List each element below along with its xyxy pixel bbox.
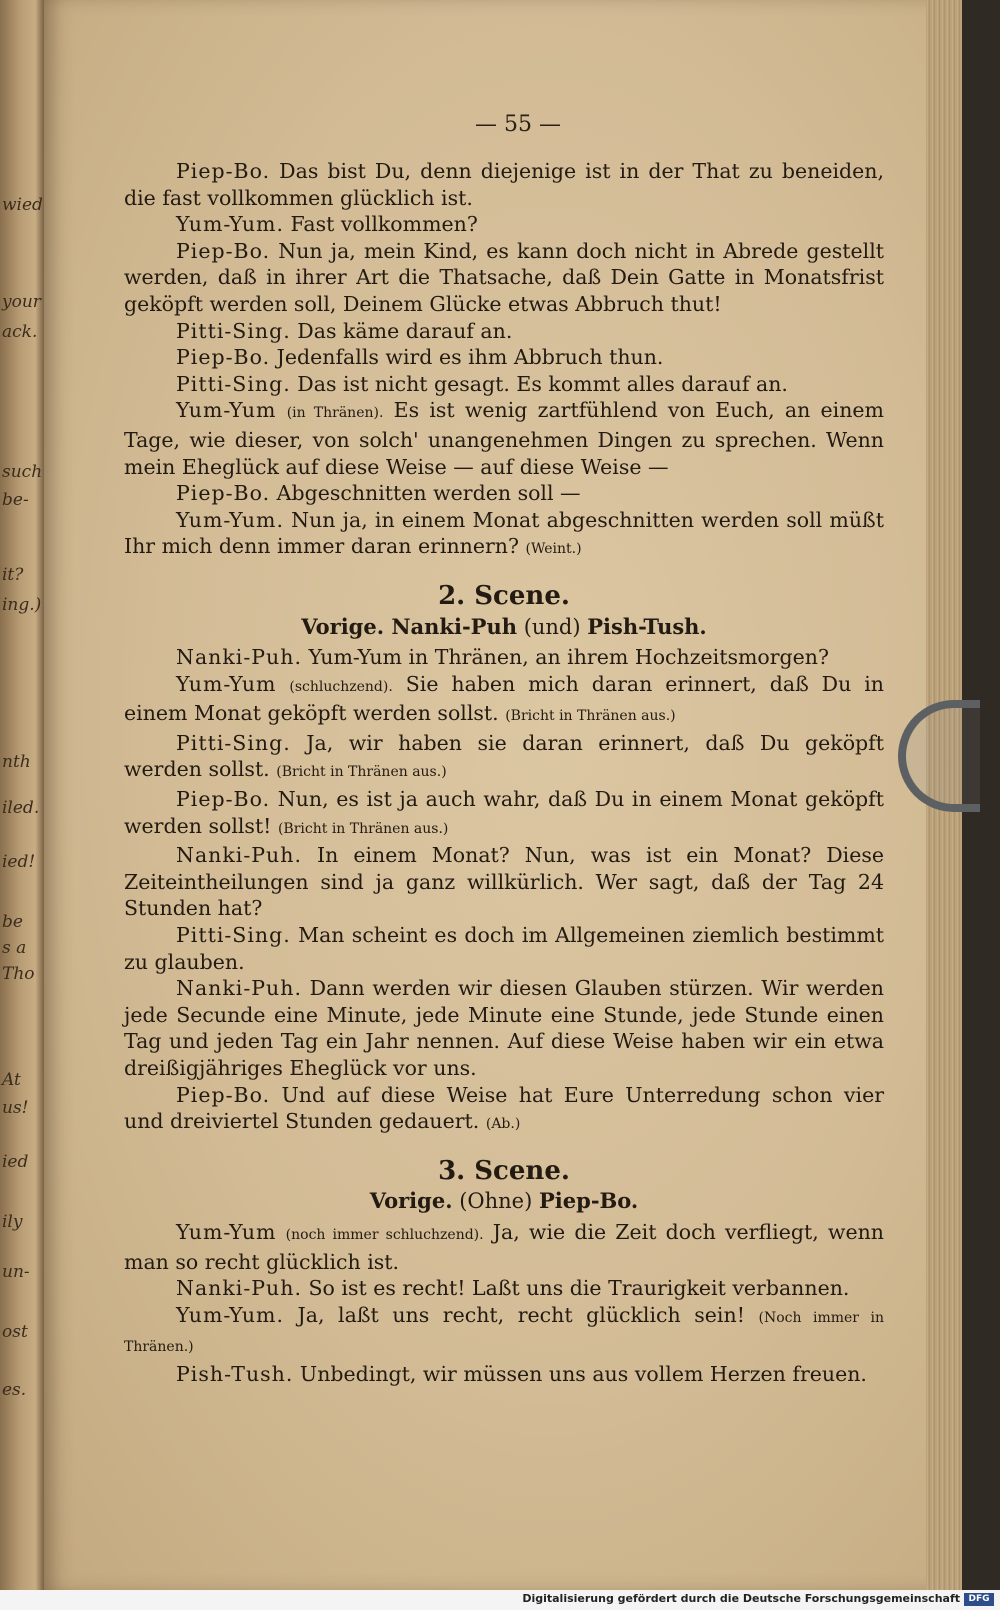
dialogue-line bbox=[124, 1082, 884, 1138]
dialogue-text: Sie haben mich daran erinnert, daß Du in einem Monat geköpft werden sollst. bbox=[124, 671, 884, 726]
left-page-fragment: ily bbox=[2, 1212, 23, 1232]
left-page-fragment: iled. bbox=[2, 798, 40, 818]
book-page bbox=[44, 0, 962, 1590]
speaker-name: Nanki-Puh. bbox=[176, 1276, 302, 1301]
speaker-name: Pitti-Sing. bbox=[176, 318, 291, 343]
dialogue-line bbox=[124, 397, 884, 480]
dialogue-text: Fast vollkommen? bbox=[290, 212, 478, 237]
dialogue-line bbox=[124, 318, 884, 345]
left-page-fragment: ied! bbox=[2, 852, 36, 872]
scene-heading: 2. Scene. bbox=[438, 580, 570, 611]
speaker-name: Yum-Yum bbox=[176, 671, 277, 696]
footer-bar bbox=[0, 1590, 1000, 1610]
page-content bbox=[124, 108, 884, 1388]
stage-direction: (Weint.) bbox=[525, 541, 582, 558]
dialogue-text: Abgeschnitten werden soll — bbox=[276, 481, 581, 506]
stage-direction: (Bricht in Thränen aus.) bbox=[505, 708, 676, 725]
cast-names: Piep-Bo. bbox=[539, 1188, 639, 1214]
dialogue-text: Ja, wie die Zeit doch verfliegt, wenn man so recht glücklich ist. bbox=[124, 1219, 884, 1274]
speaker-name: Nanki-Puh. bbox=[176, 976, 302, 1001]
speaker-name: Yum-Yum bbox=[176, 398, 277, 423]
dialogue-text: Ja, laßt uns recht, recht glücklich sein! bbox=[297, 1302, 745, 1327]
left-facing-page bbox=[0, 0, 44, 1590]
dialogue-text: Nun ja, in einem Monat abgeschnitten werden soll müßt Ihr mich denn immer daran erinnern? bbox=[124, 507, 884, 559]
speaker-name: Nanki-Puh. bbox=[176, 843, 302, 868]
left-page-fragment: us! bbox=[2, 1098, 29, 1118]
left-page-fragment: ost bbox=[2, 1322, 28, 1342]
dialogue-line bbox=[124, 975, 884, 1081]
stage-direction: (Ab.) bbox=[485, 1116, 521, 1133]
speaker-name: Pitti-Sing. bbox=[176, 371, 291, 396]
dialogue-text: Das ist nicht gesagt. Es kommt alles darauf an. bbox=[297, 371, 788, 396]
left-page-fragment: your bbox=[2, 292, 41, 312]
dialogue-line bbox=[124, 644, 884, 671]
speaker-name: Piep-Bo. bbox=[176, 345, 271, 370]
speaker-name: Pish-Tush. bbox=[176, 1361, 294, 1386]
dialogue-text: Ja, wir haben sie daran erinnert, daß Du geköpft werden sollst. bbox=[124, 730, 884, 782]
dialogue-line bbox=[124, 211, 884, 238]
dialogue-text: Das käme darauf an. bbox=[297, 318, 513, 343]
dialogue-text: In einem Monat? Nun, was ist ein Monat? Diese Zeiteintheilungen sind ja ganz willkürlich. Wer sagt, daß der Tag 24 Stunden hat? bbox=[124, 843, 884, 921]
left-page-fragment: es. bbox=[2, 1380, 27, 1400]
cast-names: Vorige. bbox=[369, 1188, 453, 1214]
left-page-fragment: un- bbox=[2, 1262, 30, 1282]
dialogue-text: Unbedingt, wir müssen uns aus vollem Herzen freuen. bbox=[299, 1361, 867, 1386]
stage-direction: (noch immer schluchzend). bbox=[285, 1226, 484, 1243]
left-page-fragment: At bbox=[2, 1070, 21, 1090]
speaker-name: Pitti-Sing. bbox=[176, 730, 291, 755]
left-page-fragment: it? bbox=[2, 565, 24, 585]
speaker-name: Yum-Yum. bbox=[176, 507, 284, 532]
dialogue-line bbox=[124, 1219, 884, 1275]
footer-credit: Digitalisierung gefördert durch die Deutsche Forschungsgemeinschaft bbox=[522, 1592, 960, 1605]
speaker-name: Piep-Bo. bbox=[176, 481, 271, 506]
speaker-name: Pitti-Sing. bbox=[176, 923, 291, 948]
dialogue-line bbox=[124, 1302, 884, 1361]
cast-join: (Ohne) bbox=[459, 1189, 533, 1214]
dialogue-text: Man scheint es doch im Allgemeinen ziemlich bestimmt zu glauben. bbox=[124, 923, 884, 974]
left-page-fragment: ack. bbox=[2, 322, 38, 342]
dfg-logo: DFG bbox=[964, 1593, 994, 1606]
scene-cast bbox=[124, 1188, 884, 1215]
dialogue-line bbox=[124, 344, 884, 371]
dialogue-text: Es ist wenig zartfühlend von Euch, an einem Tage, wie dieser, von solch' unangenehmen Dingen zu sprechen. Wenn mein Eheglück auf diese Weise — auf diese Weise — bbox=[124, 398, 884, 479]
dialogue-text: Yum-Yum in Thränen, an ihrem Hochzeitsmorgen? bbox=[308, 645, 830, 670]
speaker-name: Nanki-Puh. bbox=[176, 645, 302, 670]
dialogue-line bbox=[124, 730, 884, 786]
dialogue-text: Jedenfalls wird es ihm Abbruch thun. bbox=[276, 345, 664, 370]
left-page-fragment: nth bbox=[2, 752, 31, 772]
dialogue-line bbox=[124, 922, 884, 975]
dialogue-line bbox=[124, 786, 884, 842]
speaker-name: Yum-Yum bbox=[176, 1219, 277, 1244]
dialogue-line bbox=[124, 158, 884, 211]
dialogue-text: So ist es recht! Laßt uns die Traurigkeit verbannen. bbox=[308, 1276, 850, 1301]
speaker-name: Yum-Yum. bbox=[176, 1302, 284, 1327]
left-page-fragment: s a bbox=[2, 938, 27, 958]
dialogue-text: Nun, es ist ja auch wahr, daß Du in einem Monat geköpft werden sollst! bbox=[124, 787, 884, 838]
cast-names: Vorige. Nanki-Puh bbox=[301, 613, 517, 639]
left-page-fragment: be- bbox=[2, 490, 29, 510]
dialogue-line bbox=[124, 1361, 884, 1388]
left-page-fragment: such bbox=[2, 462, 43, 482]
scene-heading: 3. Scene. bbox=[438, 1155, 570, 1186]
dialogue-line bbox=[124, 371, 884, 398]
stage-direction: (in Thränen). bbox=[286, 405, 384, 422]
cast-names: Pish-Tush. bbox=[587, 613, 707, 639]
left-page-fragment: be bbox=[2, 912, 23, 932]
dialogue-line bbox=[124, 1275, 884, 1302]
dialogue-line bbox=[124, 507, 884, 563]
left-page-fragment: Tho bbox=[2, 964, 35, 984]
stage-direction: (Noch immer in Thränen.) bbox=[124, 1309, 884, 1356]
speaker-name: Piep-Bo. bbox=[176, 159, 271, 183]
cast-join: (und) bbox=[523, 614, 581, 639]
speaker-name: Yum-Yum. bbox=[176, 212, 284, 237]
dialogue-text: Dann werden wir diesen Glauben stürzen. Wir werden jede Secunde eine Minute, jede Minute eine Stunde, jede Stunde einen Tag und jeden Tag ein Jahr nennen. Auf diese Weise haben wir ein etwa dreißigjähriges Eheglück vor uns. bbox=[124, 976, 884, 1080]
dialogue-line bbox=[124, 842, 884, 922]
dialogue-text: Nun ja, mein Kind, es kann doch nicht in Abrede gestellt werden, daß in ihrer Art die Thatsache, daß Dein Gatte in Monatsfrist geköpft werden soll, Deinem Glücke etwas Abbruch thut! bbox=[124, 238, 884, 316]
dialogue-line bbox=[124, 671, 884, 730]
dialogue-line bbox=[124, 480, 884, 507]
speaker-name: Piep-Bo. bbox=[176, 1082, 271, 1107]
stage-direction: (Bricht in Thränen aus.) bbox=[276, 764, 447, 781]
speaker-name: Piep-Bo. bbox=[176, 238, 271, 263]
left-page-fragment: ing.) bbox=[2, 595, 42, 615]
left-page-fragment: ied bbox=[2, 1152, 29, 1172]
stage-direction: (schluchzend). bbox=[289, 678, 393, 695]
dialogue-text: Das bist Du, denn diejenige ist in der That zu beneiden, die fast vollkommen glücklich ist. bbox=[124, 159, 884, 210]
dialogue-line bbox=[124, 238, 884, 318]
scene-cast bbox=[124, 614, 884, 641]
page-number: — 55 — bbox=[475, 112, 561, 137]
speaker-name: Piep-Bo. bbox=[176, 787, 271, 812]
left-page-fragment: wied bbox=[2, 195, 43, 215]
stage-direction: (Bricht in Thränen aus.) bbox=[277, 820, 449, 837]
dialogue-text: Und auf diese Weise hat Eure Unterredung schon vier und dreiviertel Stunden gedauert. bbox=[124, 1082, 884, 1134]
